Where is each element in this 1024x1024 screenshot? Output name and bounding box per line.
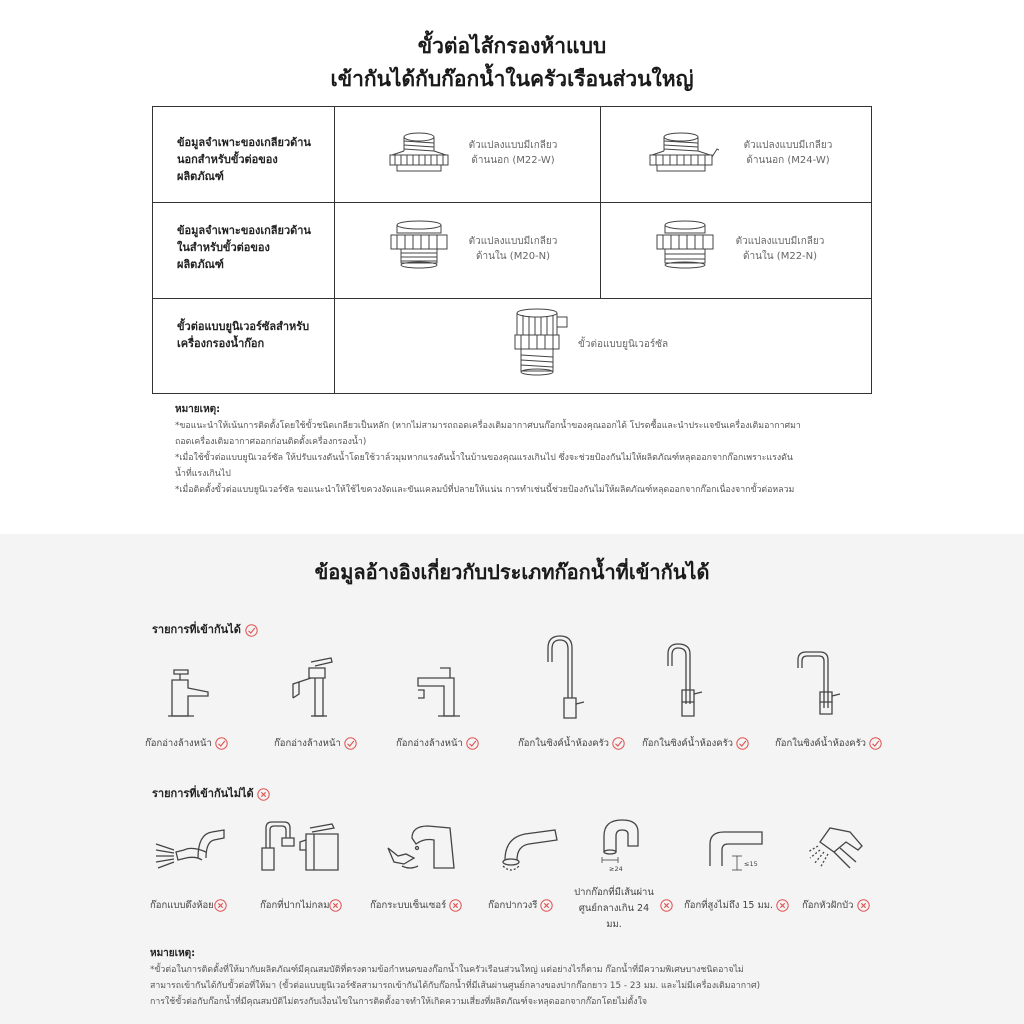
inner-thread-adapter-icon xyxy=(387,219,451,271)
check-icon xyxy=(466,737,479,750)
incompatible-heading: รายการที่เข้ากันไม่ได้ xyxy=(152,784,270,802)
incompatible-item-label: ก๊อกที่สูงไม่ถึง 15 มม. xyxy=(684,898,789,913)
check-icon xyxy=(245,624,258,637)
cross-icon xyxy=(449,899,462,912)
notes-bottom xyxy=(150,946,860,1010)
notes-bottom-line: สามารถเข้ากันได้กับขั้วต่อที่ให้มา (ขั้วต่อแบบยูนิเวอร์ซัลสามารถเข้ากันได้กับก๊อกน้ำที่มีเส้นผ่านศูนย์กลางของปากก๊อกยาว 15 - 23 มม. และไม่มีเครื่องเติมอากาศ) xyxy=(150,981,761,991)
dim-label: ≥24 xyxy=(609,865,623,873)
non-round-spout-faucet-icon xyxy=(252,818,344,876)
notes-top-line: ถอดเครื่องเติมอากาศออกก่อนติดตั้งเครื่องกรองน้ำ) xyxy=(175,437,367,447)
notes-bottom-line: *ขั้วต่อในการติดตั้งที่ให้มากับผลิตภัณฑ์มีคุณสมบัติที่ตรงตามข้อกำหนดของก๊อกน้ำในครัวเรือนส่วนใหญ่ แต่อย่างไรก็ตาม ก๊อกน้ำที่มีความพิเศษบางชนิดอาจไม่ xyxy=(150,965,744,975)
check-icon xyxy=(736,737,749,750)
cross-icon xyxy=(257,788,270,801)
adapter-label-universal: ขั้วต่อแบบยูนิเวอร์ซัล xyxy=(578,339,669,350)
check-icon xyxy=(612,737,625,750)
compatible-item-label: ก๊อกในซิงค์น้ำห้องครัว xyxy=(518,736,625,751)
incompatible-item-label: ปากก๊อกที่มีเส้นผ่าน ศูนย์กลางเกิน 24 มม. xyxy=(574,887,654,930)
row-label-outer-thread: ข้อมูลจำเพาะของเกลียวด้าน นอกสำหรับขั้วต่อของ ผลิตภัณฑ์ xyxy=(177,136,311,183)
kitchen-faucet-icon xyxy=(660,640,720,722)
pull-down-faucet-icon xyxy=(152,822,228,872)
compatible-item-label: ก๊อกอ่างล้างหน้า xyxy=(274,736,357,751)
adapter-label-m24w: ตัวแปลงแบบมีเกลียว ด้านนอก (M24-W) xyxy=(743,140,833,166)
cross-icon xyxy=(776,899,789,912)
inner-thread-adapter-icon xyxy=(653,219,717,271)
compat-title: ข้อมูลอ้างอิงเกี่ยวกับประเภทก๊อกน้ำที่เข้ากันได้ xyxy=(314,560,710,584)
sensor-faucet-icon xyxy=(384,822,464,874)
cross-icon xyxy=(660,899,673,912)
row-label-universal: ขั้วต่อแบบยูนิเวอร์ซัลสำหรับ เครื่องกรองน้ำก๊อก xyxy=(177,320,310,350)
check-icon xyxy=(344,737,357,750)
basin-faucet-icon xyxy=(285,656,345,720)
short-spout-faucet-icon xyxy=(706,826,766,874)
incompatible-item-label: ก๊อกที่ปากไม่กลม xyxy=(260,898,342,913)
cross-icon xyxy=(214,899,227,912)
notes-top-line: *ขอแนะนำให้เน้นการติดตั้งโดยใช้ขั้วชนิดเกลียวเป็นหลัก (หากไม่สามารถถอดเครื่องเติมอากาศบนก๊อกน้ำของคุณออกได้ โปรดซื้อและนำประแจขันเครื่องเติมอากาศมา xyxy=(175,421,801,431)
compatible-item-label: ก๊อกในซิงค์น้ำห้องครัว xyxy=(775,736,882,751)
cross-icon xyxy=(857,899,870,912)
spec-table xyxy=(152,106,872,394)
compatible-item-label: ก๊อกอ่างล้างหน้า xyxy=(396,736,479,751)
check-icon xyxy=(215,737,228,750)
incompatible-item-label: ก๊อกปากวงรี xyxy=(488,898,553,913)
compatible-heading: รายการที่เข้ากันได้ xyxy=(152,620,258,638)
page-title-line1: ขั้วต่อไส้กรองห้าแบบ xyxy=(417,34,607,58)
basin-faucet-icon xyxy=(410,660,470,720)
notes-top xyxy=(175,402,865,498)
incompatible-item-label: ก๊อกหัวฝักบัว xyxy=(802,898,870,913)
cross-icon xyxy=(329,899,342,912)
compatible-item-label: ก๊อกในซิงค์น้ำห้องครัว xyxy=(642,736,749,751)
adapter-label-m22w: ตัวแปลงแบบมีเกลียว ด้านนอก (M22-W) xyxy=(468,140,558,166)
universal-connector-icon xyxy=(509,307,573,377)
incompatible-item-label: ก๊อกระบบเซ็นเซอร์ xyxy=(370,898,462,913)
incompatible-item-label: ก๊อกแบบดึงห้อย xyxy=(150,898,227,913)
notes-bottom-title: หมายเหตุ: xyxy=(150,948,196,959)
kitchen-faucet-icon xyxy=(790,648,850,720)
outer-thread-adapter-icon xyxy=(387,131,451,175)
oval-spout-faucet-icon xyxy=(497,826,561,876)
notes-top-line: *เมื่อติดตั้งขั้วต่อแบบยูนิเวอร์ซัล ขอแนะนำให้ใช้ไขควงงัดและขันแคลมป์ที่ปลายให้แน่น การทำเช่นนี้ช่วยป้องกันไม่ให้ผลิตภัณฑ์หลุดออกจากก๊อกเนื่องจากขั้วต่อหลวม xyxy=(175,485,795,495)
row-label-inner-thread: ข้อมูลจำเพาะของเกลียวด้าน ในสำหรับขั้วต่อของ ผลิตภัณฑ์ xyxy=(177,224,311,271)
kitchen-faucet-icon xyxy=(540,632,600,722)
compatible-item-label: ก๊อกอ่างล้างหน้า xyxy=(145,736,228,751)
check-icon xyxy=(869,737,882,750)
wide-spout-faucet-icon xyxy=(598,816,644,874)
adapter-label-m20n: ตัวแปลงแบบมีเกลียว ด้านใน (M20-N) xyxy=(468,236,558,262)
notes-bottom-line: การใช้ขั้วต่อกับก๊อกน้ำที่มีคุณสมบัติไม่ตรงกับเงื่อนไขในการติดตั้งอาจทำให้เกิดความเสี่ยงที่ผลิตภัณฑ์จะหลุดออกจากก๊อกโดยไม่ตั้งใจ xyxy=(150,997,648,1007)
shower-head-faucet-icon xyxy=(804,822,868,876)
basin-faucet-icon xyxy=(158,660,218,720)
dim-label: ≤15 xyxy=(744,860,758,868)
cross-icon xyxy=(540,899,553,912)
page-title-line2: เข้ากันได้กับก๊อกน้ำในครัวเรือนส่วนใหญ่ xyxy=(330,67,694,91)
notes-top-line: *เมื่อใช้ขั้วต่อแบบยูนิเวอร์ซัล ให้ปรับแรงดันน้ำโดยใช้วาล์วมุมหากแรงดันน้ำในบ้านของคุณแรงเกินไป ซึ่งจะช่วยป้องกันไม่ให้ผลิตภัณฑ์หลุดออกจากก๊อกเพราะแรงดัน xyxy=(175,453,793,463)
notes-top-title: หมายเหตุ: xyxy=(175,404,221,415)
outer-thread-adapter-icon xyxy=(647,131,719,175)
notes-top-line: น้ำที่แรงเกินไป xyxy=(175,469,231,479)
adapter-label-m22n: ตัวแปลงแบบมีเกลียว ด้านใน (M22-N) xyxy=(735,236,825,262)
